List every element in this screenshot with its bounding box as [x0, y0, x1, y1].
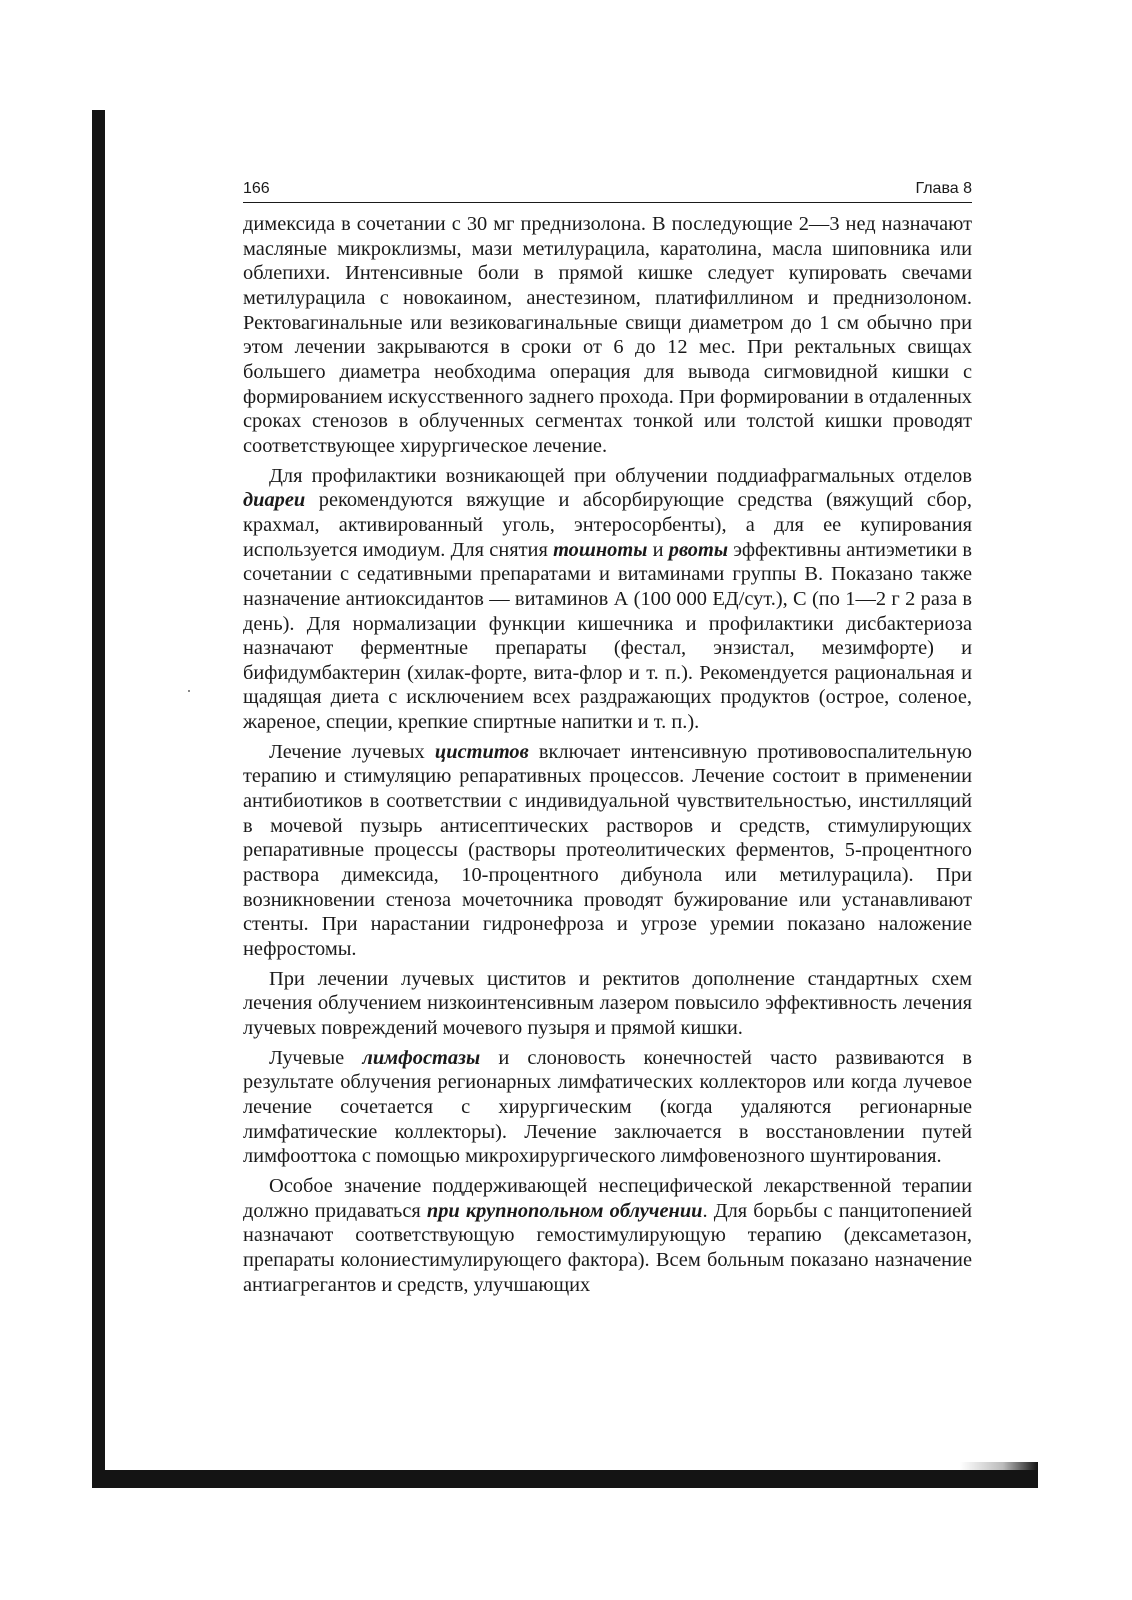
- paragraph-text: Лучевые: [269, 1046, 363, 1069]
- paragraph-text: Особое значение поддерживающей неспецифической лекарственной терапии должно придаваться: [243, 1174, 972, 1222]
- paragraph: [243, 212, 972, 459]
- emphasized-term: циститов: [434, 740, 529, 763]
- paragraph: [243, 967, 972, 1041]
- paragraph: [243, 740, 972, 962]
- emphasized-term: рвоты: [668, 538, 729, 561]
- paragraph-text: Для профилактики возникающей при облучении поддиафрагмальных отделов: [269, 464, 972, 487]
- scan-edge-bottom-notch: [960, 1462, 1038, 1470]
- paragraph-text: и: [647, 538, 669, 561]
- scan-edge-bottom: [92, 1470, 1038, 1488]
- page-number: 166: [243, 180, 270, 197]
- paragraph: [243, 1046, 972, 1169]
- paragraph-text: эффективны антиэметики в сочетании с седативными препаратами и витаминами группы В. Показано также назначение антиоксидантов — витаминов А (100 000 ЕД/сут.), С (по 1—2 г 2 раза в день). Для нормализации функции кишечника и профилактики дисбактериоза назначают ферментные препараты (фестал, энзистал, мезимфорте) и бифидумбактерин (хилак-форте, вита-флор и т. п.). Рекомендуется рациональная и щадящая диета с исключением всех раздражающих продуктов (острое, соленое, жареное, специи, крепкие спиртные напитки и т. п.).: [243, 538, 972, 734]
- chapter-title: Глава 8: [915, 180, 972, 197]
- paragraph-text: рекомендуются вяжущие и абсорбирующие средства (вяжущий сбор, крахмал, активированный уголь, энтеросорбенты), а для ее купирования используется имодиум. Для снятия: [243, 489, 972, 561]
- paragraph-text: и слоновость конечностей часто развиваются в результате облучения регионарных лимфатических коллекторов или когда лучевое лечение сочетается с хирургическим (когда удаляются регионарные лимфатические коллекторы). Лечение заключается в восстановлении путей лимфооттока с помощью микрохирургического лимфовенозного шунтирования.: [243, 1046, 972, 1168]
- body-text: [243, 212, 972, 1297]
- paragraph-text: включает интенсивную противовоспалительную терапию и стимуляцию репаративных процессов. Лечение состоит в применении антибиотиков в соответствии с индивидуальной чувствительностью, инстилляций в мочевой пузырь антисептических растворов и средств, стимулирующих репаративные процессы (растворы протеолитических ферментов, 5-процентного раствора димексида, 10-процентного дибунола или метилурацила). При возникновении стеноза мочеточника проводят бужирование или устанавливают стенты. При нарастании гидронефроза и угрозе уремии показано наложение нефростомы.: [243, 740, 972, 961]
- scan-speck: [188, 690, 190, 692]
- scan-edge-left: [92, 110, 105, 1488]
- running-header: [243, 180, 972, 203]
- paragraph: [243, 464, 972, 735]
- emphasized-term: при крупнопольном облучении: [426, 1199, 703, 1222]
- emphasized-term: тошноты: [553, 538, 648, 561]
- paragraph: [243, 1174, 972, 1297]
- paragraph-text: Лечение лучевых: [269, 740, 435, 763]
- paragraph-text: . Для борьбы с панцитопенией назначают соответствующую гемостимулирующую терапию (дексаметазон, препараты колониестимулирующего фактора). Всем больным показано назначение антиагрегантов и средств, улучшающих: [243, 1199, 972, 1296]
- paragraph-text: димексида в сочетании с 30 мг преднизолона. В последующие 2—3 нед назначают масляные микроклизмы, мази метилурацила, каратолина, масла шиповника или облепихи. Интенсивные боли в прямой кишке следует купировать свечами метилурацила с новокаином, анестезином, платифиллином и преднизолоном. Ректовагинальные или везиковагинальные свищи диаметром до 1 см обычно при этом лечении закрываются в сроки от 6 до 12 мес. При ректальных свищах большего диаметра необходима операция для вывода сигмовидной кишки с формированием искусственного заднего прохода. При формировании в отдаленных сроках стенозов в облученных сегментах тонкой или толстой кишки проводят соответствующее хирургическое лечение.: [243, 213, 972, 457]
- emphasized-term: диареи: [243, 489, 306, 512]
- paragraph-text: При лечении лучевых циститов и ректитов дополнение стандартных схем лечения облучением низкоинтенсивным лазером повысило эффективность лечения лучевых повреждений мочевого пузыря и прямой кишки.: [243, 967, 972, 1039]
- emphasized-term: лимфостазы: [362, 1046, 481, 1069]
